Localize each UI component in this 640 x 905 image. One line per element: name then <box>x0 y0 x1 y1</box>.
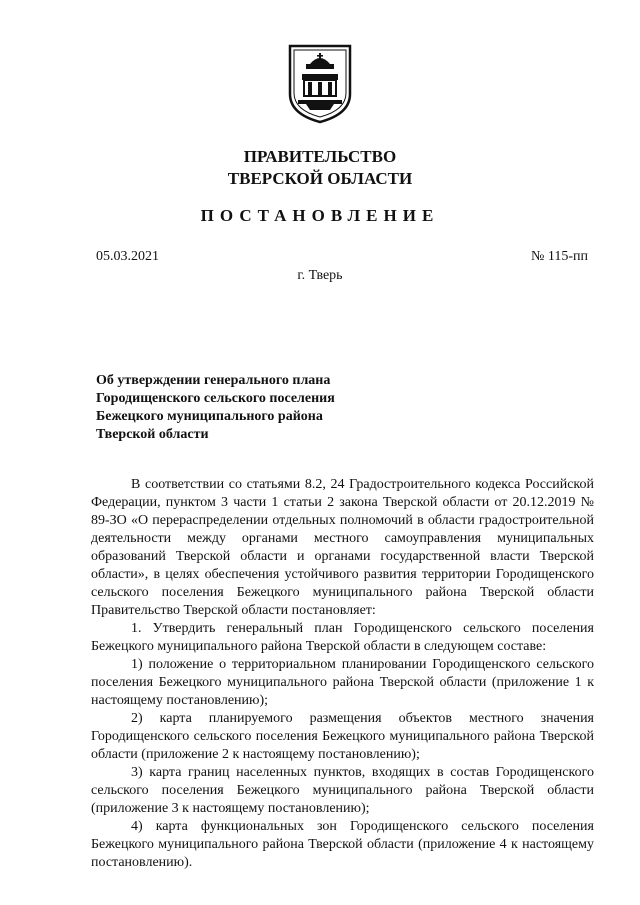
document-number: № 115-пп <box>531 249 588 264</box>
document-city: г. Тверь <box>297 268 343 283</box>
document-body <box>91 476 594 872</box>
clause-paragraph: 1. Утвердить генеральный план Городищенского сельского поселения Бежецкого муниципального района Тверской области в следующем составе: <box>91 621 594 654</box>
list-item-paragraph: 1) положение о территориальном планировании Городищенского сельского поселения Бежецкого муниципального района Тверской области (приложение 1 к настоящему постановлению); <box>91 657 594 708</box>
document-date: 05.03.2021 <box>96 249 159 264</box>
list-item-paragraph: 3) карта границ населенных пунктов, входящих в состав Городищенского сельского поселения Бежецкого муниципального района Тверской области (приложение 3 к настоящему постановлению); <box>91 765 594 816</box>
document-type-title: ПОСТАНОВЛЕНИЕ <box>200 206 440 225</box>
government-name-line2: ТВЕРСКОЙ ОБЛАСТИ <box>227 169 413 188</box>
government-name-line1: ПРАВИТЕЛЬСТВО <box>243 147 397 166</box>
subject-line: Бежецкого муниципального района <box>96 409 323 424</box>
list-item-paragraph: 4) карта функциональных зон Городищенского сельского поселения Бежецкого муниципального района Тверской области (приложение 4 к настоящему постановлению). <box>91 819 594 870</box>
list-item-paragraph: 2) карта планируемого размещения объектов местного значения Городищенского сельского поселения Бежецкого муниципального района Тверской области (приложение 2 к настоящему постановлению); <box>91 711 594 762</box>
subject-line: Городищенского сельского поселения <box>96 391 335 406</box>
subject-line: Об утверждении генерального плана <box>96 373 331 388</box>
document-subject <box>96 372 335 444</box>
subject-line: Тверской области <box>96 427 209 442</box>
coat-of-arms-emblem <box>286 44 354 124</box>
preamble-paragraph: В соответствии со статьями 8.2, 24 Градостроительного кодекса Российской Федерации, пунктом 3 части 1 статьи 2 закона Тверской области от 20.12.2019 № 89-ЗО «О перераспределении отдельных полномочий в области градостроительной деятельности между органами местного самоуправления муниципальных образований Тверской области и органами государственной власти Тверской области», в целях обеспечения устойчивого развития территории Городищенского сельского поселения Бежецкого муниципального района Тверской области Правительство Тверской области постановляет: <box>91 477 594 618</box>
